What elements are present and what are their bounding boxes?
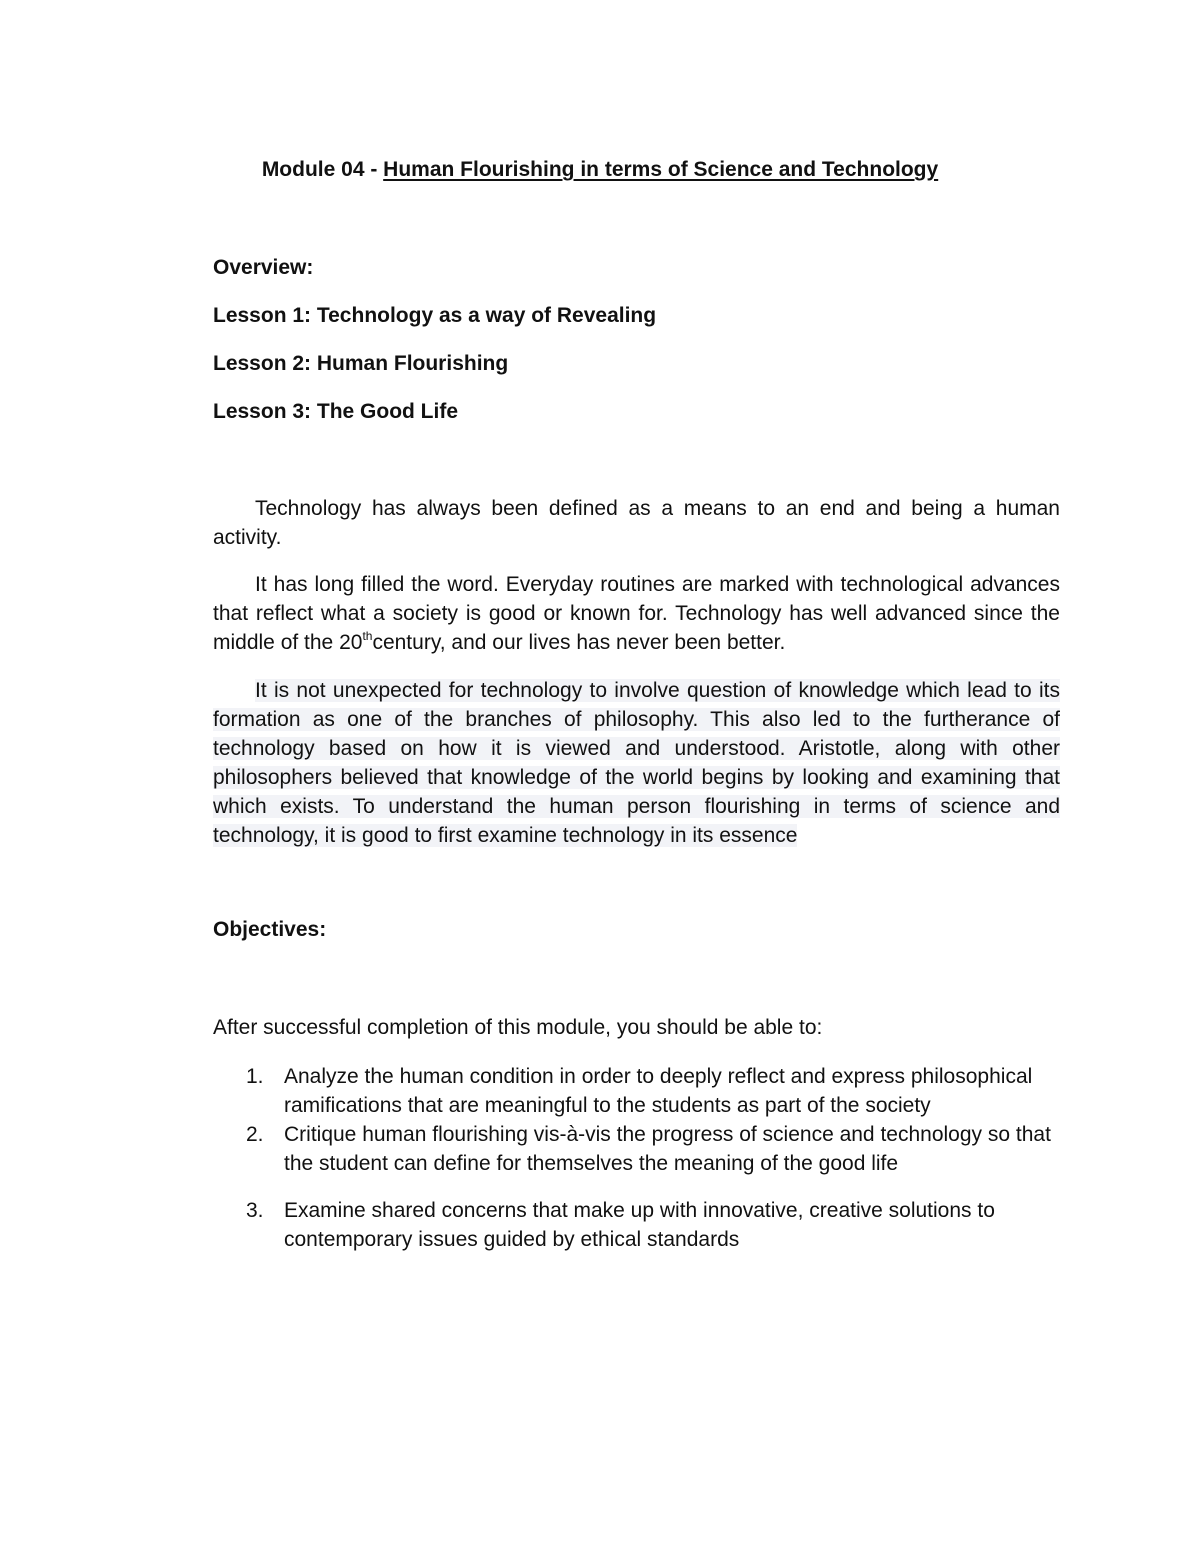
- objectives-intro: After successful completion of this module, you should be able to:: [213, 1016, 823, 1039]
- objective-item-2: [213, 1120, 1073, 1178]
- paragraph-intro: Technology has always been defined as a means to an end and being a human activity.: [213, 497, 1060, 549]
- title-main: Human Flourishing in terms of Science and Technology: [383, 158, 939, 181]
- objective-number: 2.: [246, 1123, 264, 1146]
- objective-text: Examine shared concerns that make up with innovative, creative solutions to contemporary issues guided by ethical standards: [284, 1199, 995, 1251]
- objectives-heading: Objectives:: [213, 918, 327, 941]
- title-prefix: Module 04 -: [261, 158, 384, 181]
- page-title: [0, 156, 1200, 184]
- superscript-th: th: [362, 629, 373, 643]
- lesson-3: Lesson 3: The Good Life: [213, 400, 459, 423]
- lesson-1: Lesson 1: Technology as a way of Revealing: [213, 304, 657, 327]
- objectives-list: [213, 1062, 1073, 1254]
- overview-heading: Overview:: [213, 256, 314, 279]
- paragraph-2-text-end: century, and our lives has never been better.: [372, 631, 786, 654]
- objective-item-3: [213, 1196, 1073, 1254]
- paragraph-2-text-start: It has long filled the word. Everyday routines are marked with technological advances that reflect what a society is good or known for. Technology has well advanced since the middle of the 20: [213, 573, 1060, 654]
- paragraph-philosophy: [213, 676, 1060, 850]
- highlighted-text: It is not unexpected for technology to involve question of knowledge which lead to its formation as one of the branches of philosophy. This also led to the furtherance of technology based on how it is viewed and understood. Aristotle, along with other philosophers believed that knowledge of the world begins by looking and examining that which exists. To understand the human person flourishing in terms of science and technology, it is good to first examine technology in its essence: [213, 679, 1060, 847]
- paragraph-technology-advances: [213, 570, 1060, 657]
- objective-number: 3.: [246, 1199, 264, 1222]
- objective-text: Critique human flourishing vis-à-vis the progress of science and technology so that the student can define for themselves the meaning of the good life: [284, 1123, 1051, 1175]
- objective-text: Analyze the human condition in order to deeply reflect and express philosophical ramifications that are meaningful to the students as part of the society: [284, 1065, 1033, 1117]
- objective-item-1: [213, 1062, 1073, 1120]
- objective-number: 1.: [246, 1065, 264, 1088]
- lesson-2: Lesson 2: Human Flourishing: [213, 352, 509, 375]
